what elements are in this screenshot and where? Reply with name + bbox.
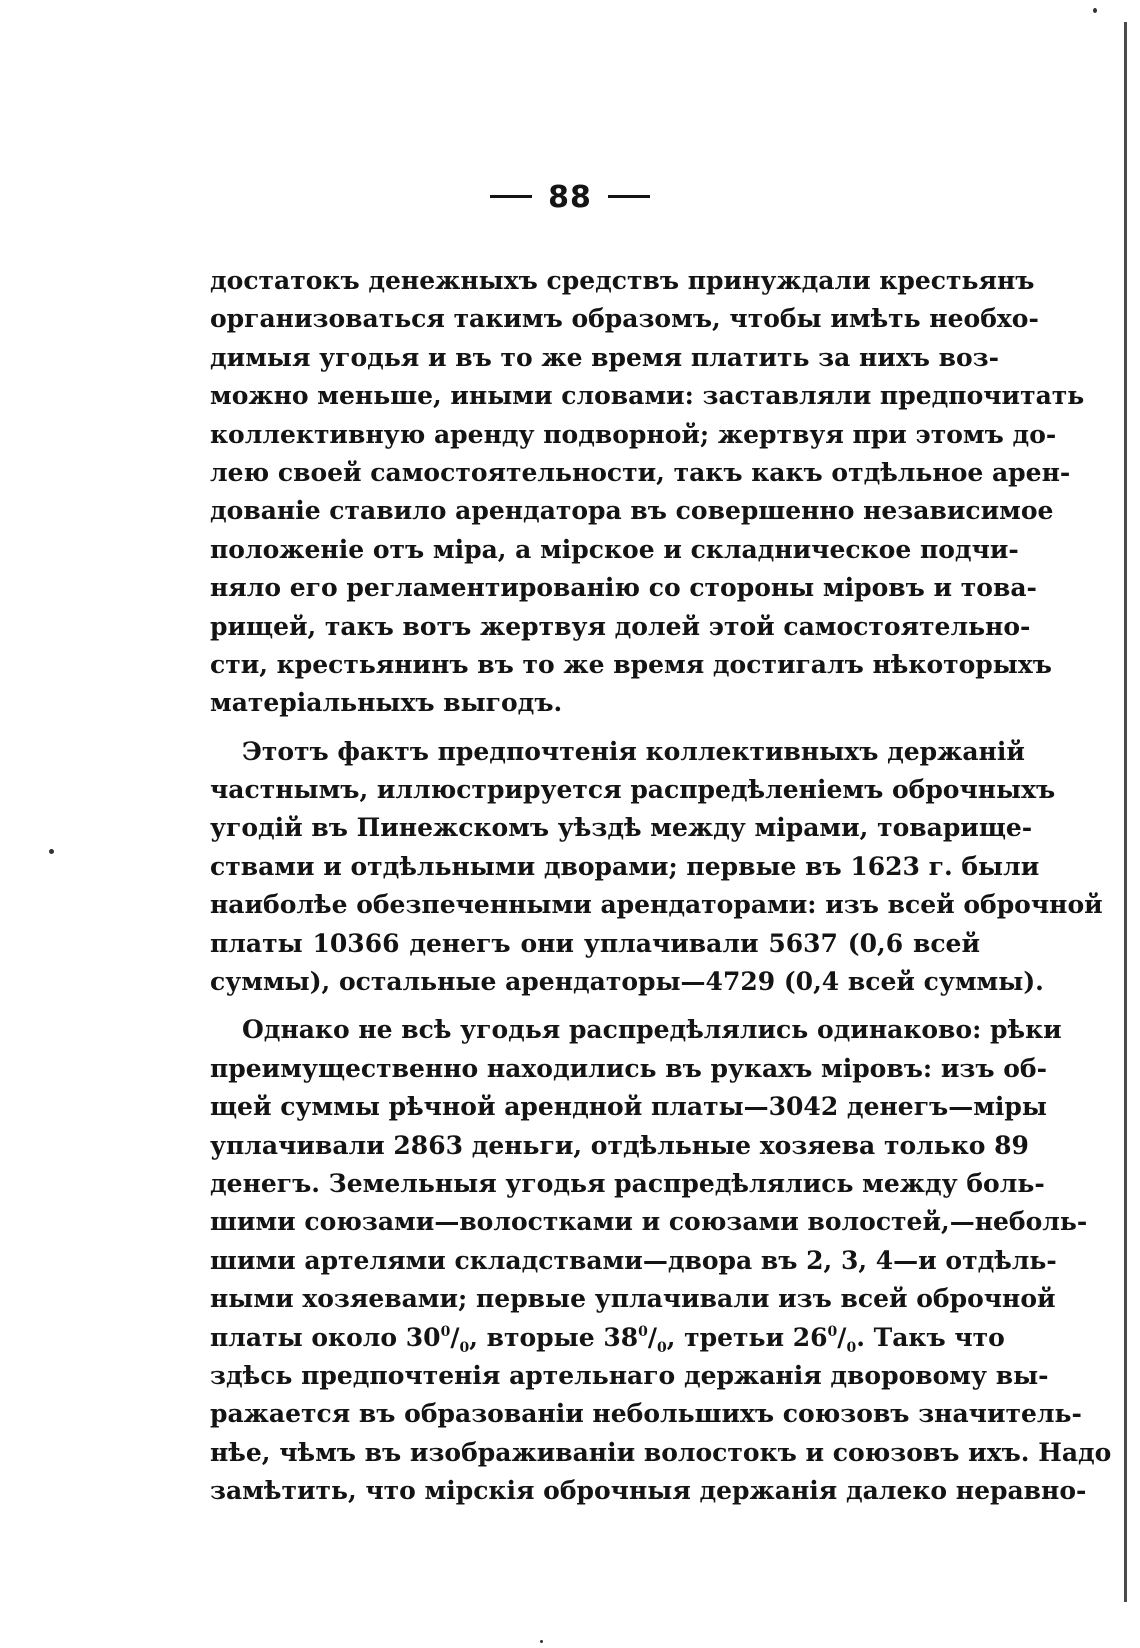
- text-line: замѣтить, что мірскія оброчныя держанія далеко неравно-: [210, 1476, 1087, 1506]
- scan-edge-line: [1124, 22, 1127, 1602]
- paragraph: [210, 262, 1085, 723]
- text-line: наиболѣе обезпеченными арендаторами: изъ всей оброчной: [210, 890, 1103, 920]
- text-line: дованіе ставило арендатора въ совершенно независимое: [210, 496, 1054, 526]
- text-line: коллективную аренду подворной; жертвуя при этомъ до-: [210, 419, 1057, 449]
- scan-speck: [540, 1640, 543, 1643]
- text-line: ствами и отдѣльными дворами; первые въ 1623 г. были: [210, 851, 1040, 881]
- text-segment: . Такъ что: [856, 1322, 1005, 1352]
- text-line: лею своей самостоятельности, такъ какъ отдѣльное арен-: [210, 457, 1071, 487]
- text-line: денегъ. Земельныя угодья распредѣлялись между боль-: [210, 1168, 1045, 1198]
- page-number-dash-right: [608, 195, 650, 198]
- text-line: суммы), остальные арендаторы—4729 (0,4 всей суммы).: [210, 967, 1044, 997]
- text-line: димыя угодья и въ то же время платить за нихъ воз-: [210, 342, 1000, 372]
- text-line: щей суммы рѣчной арендной платы—3042 денегъ—міры: [210, 1092, 1047, 1122]
- text-line: Этотъ фактъ предпочтенія коллективныхъ держаній: [242, 736, 1025, 766]
- percent-sign: $^0/_0$: [827, 1322, 857, 1356]
- text-line: рищей, такъ вотъ жертвуя долей этой самостоятельно-: [210, 611, 1031, 641]
- text-line: матеріальныхъ выгодъ.: [210, 688, 563, 718]
- scan-speck: [49, 849, 54, 854]
- text-line: няло его регламентированію со стороны міровъ и това-: [210, 573, 1037, 603]
- page-number-value: 88: [548, 180, 592, 215]
- percent-sign: $^0/_0$: [440, 1322, 470, 1356]
- paragraph: [210, 733, 1103, 1002]
- text-line: преимущественно находились въ рукахъ міровъ: изъ об-: [210, 1053, 1047, 1083]
- text-line: достатокъ денежныхъ средствъ принуждали крестьянъ: [210, 266, 1035, 295]
- text-line: здѣсь предпочтенія артельнаго держанія дворовому вы-: [210, 1360, 1049, 1390]
- text-segment: платы около 30: [210, 1322, 441, 1352]
- scan-speck: [1093, 8, 1097, 13]
- text-line: можно меньше, иными словами: заставляли предпочитать: [210, 381, 1085, 411]
- paragraph-gap: [210, 1001, 980, 1011]
- text-line: платы 10366 денегъ они уплачивали 5637 (0,6 всей: [210, 928, 980, 958]
- text-line: Однако не всѣ угодья распредѣлялись одинаково: рѣки: [242, 1015, 1062, 1045]
- text-line: организоваться такимъ образомъ, чтобы имѣть необхо-: [210, 304, 1039, 334]
- text-line: ражается въ образованіи небольшихъ союзовъ значитель-: [210, 1399, 1082, 1429]
- text-line: положеніе отъ міра, а мірское и складническое подчи-: [210, 534, 1019, 564]
- paragraph: [210, 1011, 1112, 1510]
- text-line: шими союзами—волостками и союзами волостей,—неболь-: [210, 1207, 1088, 1237]
- percent-sign: $^0/_0$: [638, 1322, 667, 1356]
- text-line: [210, 1319, 1005, 1357]
- page-number: [0, 180, 1140, 215]
- text-segment: , вторые 38: [469, 1322, 639, 1352]
- text-line: частнымъ, иллюстрируется распредѣленіемъ оброчныхъ: [210, 775, 1056, 805]
- text-line: уплачивали 2863 деньги, отдѣльные хозяева только 89: [210, 1130, 1029, 1160]
- page-number-dash-left: [490, 195, 532, 198]
- text-line: нѣе, чѣмъ въ изображиваніи волостокъ и союзовъ ихъ. Надо: [210, 1437, 1112, 1467]
- text-line: ными хозяевами; первые уплачивали изъ всей оброчной: [210, 1284, 1056, 1314]
- text-segment: , третьи 26: [666, 1322, 828, 1352]
- paragraph-gap: [210, 723, 980, 733]
- text-line: сти, крестьянинъ въ то же время достигалъ нѣкоторыхъ: [210, 649, 1052, 679]
- body-text: [210, 262, 1112, 1511]
- text-line: шими артелями складствами—двора въ 2, 3, 4—и отдѣль-: [210, 1245, 1057, 1275]
- text-line: угодій въ Пинежскомъ уѣздѣ между мірами, товарище-: [210, 813, 1033, 843]
